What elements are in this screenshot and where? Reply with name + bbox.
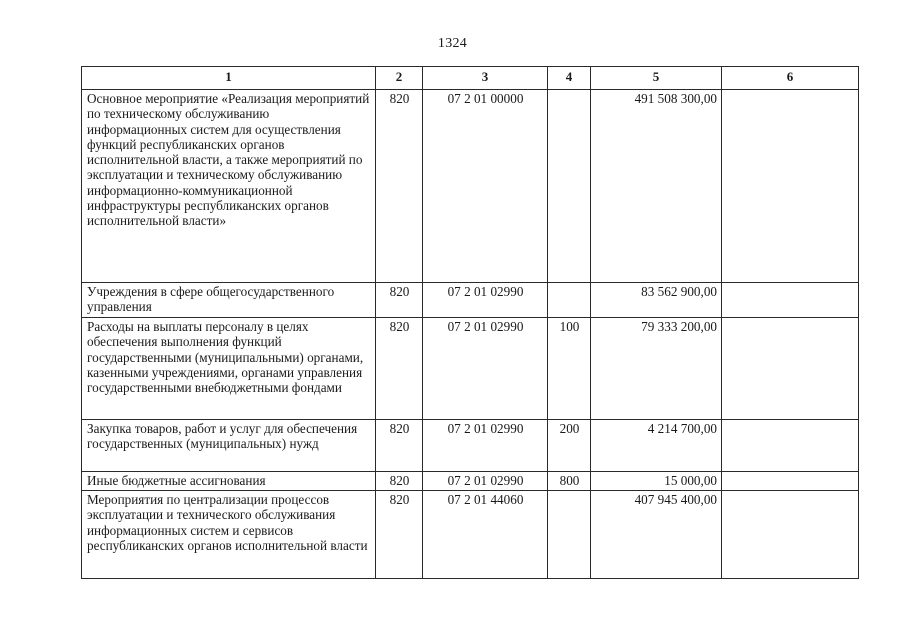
row-sum: 491 508 300,00 — [591, 90, 722, 283]
row-extra — [722, 283, 859, 318]
row-name: Основное мероприятие «Реализация мероприятий по техническому обслуживанию информационных систем для осуществления функций республиканских органов исполнительной власти, а также мероприятий по эксплуатации и техническому обслуживанию информационно-коммуникационной инфраструктуры республиканских органов исполнительной власти» — [82, 90, 376, 283]
table-row — [82, 90, 859, 283]
table-row — [82, 472, 859, 491]
row-code: 07 2 01 02990 — [423, 283, 548, 318]
row-org: 820 — [376, 318, 423, 420]
column-header-sum: 5 — [591, 67, 722, 90]
row-org: 820 — [376, 491, 423, 579]
table-row — [82, 420, 859, 472]
column-header-extra: 6 — [722, 67, 859, 90]
row-name: Закупка товаров, работ и услуг для обеспечения государственных (муниципальных) нужд — [82, 420, 376, 472]
row-sum: 79 333 200,00 — [591, 318, 722, 420]
page-number: 1324 — [437, 36, 468, 51]
row-org: 820 — [376, 472, 423, 491]
column-header-code: 3 — [423, 67, 548, 90]
row-org: 820 — [376, 420, 423, 472]
row-type — [548, 491, 591, 579]
row-code: 07 2 01 44060 — [423, 491, 548, 579]
row-code: 07 2 01 00000 — [423, 90, 548, 283]
row-extra — [722, 491, 859, 579]
row-extra — [722, 420, 859, 472]
column-header-name: 1 — [82, 67, 376, 90]
row-sum: 4 214 700,00 — [591, 420, 722, 472]
row-extra — [722, 318, 859, 420]
row-sum: 83 562 900,00 — [591, 283, 722, 318]
column-header-type: 4 — [548, 67, 591, 90]
budget-table — [81, 66, 859, 579]
row-type: 800 — [548, 472, 591, 491]
row-type — [548, 283, 591, 318]
row-type: 100 — [548, 318, 591, 420]
row-code: 07 2 01 02990 — [423, 420, 548, 472]
row-org: 820 — [376, 283, 423, 318]
row-sum: 15 000,00 — [591, 472, 722, 491]
table-row — [82, 283, 859, 318]
row-extra — [722, 90, 859, 283]
row-name: Расходы на выплаты персоналу в целях обеспечения выполнения функций государственными (муниципальными) органами, казенными учреждениями, органами управления государственными внебюджетными фондами — [82, 318, 376, 420]
row-type — [548, 90, 591, 283]
row-extra — [722, 472, 859, 491]
row-name: Учреждения в сфере общегосударственного управления — [82, 283, 376, 318]
row-name: Мероприятия по централизации процессов эксплуатации и технического обслуживания информационных систем и сервисов республиканских органов исполнительной власти — [82, 491, 376, 579]
row-code: 07 2 01 02990 — [423, 472, 548, 491]
column-header-org: 2 — [376, 67, 423, 90]
row-type: 200 — [548, 420, 591, 472]
table-header-row — [82, 67, 859, 90]
table-row — [82, 491, 859, 579]
row-org: 820 — [376, 90, 423, 283]
table-row — [82, 318, 859, 420]
row-name: Иные бюджетные ассигнования — [82, 472, 376, 491]
row-code: 07 2 01 02990 — [423, 318, 548, 420]
row-sum: 407 945 400,00 — [591, 491, 722, 579]
